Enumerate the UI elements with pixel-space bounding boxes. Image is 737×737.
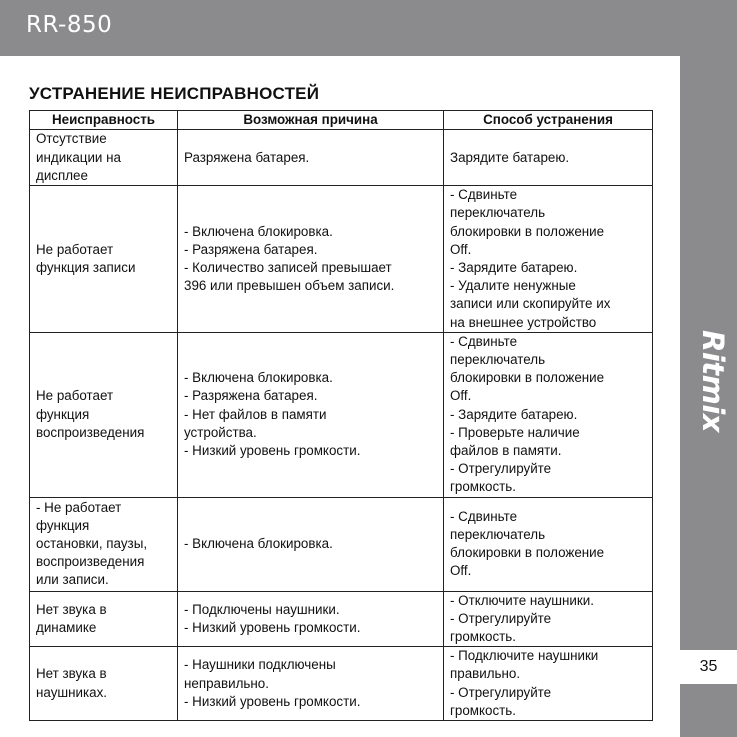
table-header-row bbox=[30, 111, 653, 130]
solution-line: блокировки в положение bbox=[450, 545, 605, 561]
solution-line: Зарядите батарею. bbox=[450, 149, 570, 165]
page-number: 35 bbox=[699, 658, 718, 675]
solution-line: - Удалите ненужные bbox=[450, 278, 576, 294]
brand-logo-text: Ritmix bbox=[696, 330, 730, 432]
cause-line: - Наушники подключены bbox=[184, 657, 336, 673]
cause-line: - Включена блокировка. bbox=[184, 223, 333, 239]
problem-line: воспроизведения bbox=[36, 424, 145, 440]
table-row bbox=[30, 497, 653, 591]
cell-solution bbox=[444, 186, 653, 333]
problem-line: динамике bbox=[36, 619, 97, 635]
solution-line: - Сдвиньте bbox=[450, 333, 518, 349]
solution-line: переключатель bbox=[450, 205, 546, 221]
cell-problem bbox=[30, 186, 178, 333]
solution-line: Off. bbox=[450, 563, 472, 579]
problem-line: функция записи bbox=[36, 260, 136, 276]
problem-line: функция bbox=[36, 517, 90, 533]
cell-solution bbox=[444, 497, 653, 591]
column-header-solution: Способ устранения bbox=[444, 111, 653, 130]
cell-solution bbox=[444, 591, 653, 647]
header-bar bbox=[0, 0, 737, 56]
solution-line: блокировки в положение bbox=[450, 370, 605, 386]
cell-cause bbox=[178, 647, 444, 721]
problem-line: - Не работает bbox=[36, 499, 122, 515]
cause-line: - Разряжена батарея. bbox=[184, 241, 318, 257]
solution-line: переключатель bbox=[450, 352, 546, 368]
solution-line: громкость. bbox=[450, 629, 516, 645]
cell-cause bbox=[178, 591, 444, 647]
cause-line: - Низкий уровень громкости. bbox=[184, 619, 361, 635]
solution-line: правильно. bbox=[450, 666, 521, 682]
cell-solution bbox=[444, 647, 653, 721]
cell-problem bbox=[30, 497, 178, 591]
column-header-cause: Возможная причина bbox=[178, 111, 444, 130]
cell-problem bbox=[30, 332, 178, 497]
cause-line: - Нет файлов в памяти bbox=[184, 406, 327, 422]
table-row bbox=[30, 332, 653, 497]
solution-line: Off. bbox=[450, 388, 472, 404]
problem-line: или записи. bbox=[36, 572, 109, 588]
cause-line: - Разряжена батарея. bbox=[184, 388, 318, 404]
column-header-problem: Неисправность bbox=[30, 111, 178, 130]
solution-line: громкость. bbox=[450, 702, 516, 718]
table-row bbox=[30, 647, 653, 721]
solution-line: громкость. bbox=[450, 479, 516, 495]
problem-line: индикации на bbox=[36, 149, 121, 165]
table-row bbox=[30, 186, 653, 333]
problem-line: функция bbox=[36, 406, 90, 422]
troubleshooting-table bbox=[29, 110, 653, 721]
cause-line: неправильно. bbox=[184, 675, 269, 691]
table-row bbox=[30, 130, 653, 186]
cell-cause bbox=[178, 130, 444, 186]
cause-line: - Низкий уровень громкости. bbox=[184, 693, 361, 709]
model-name: RR-850 bbox=[26, 12, 113, 38]
solution-line: - Отключите наушники. bbox=[450, 592, 594, 608]
cause-line: - Количество записей превышает bbox=[184, 260, 392, 276]
problem-line: Отсутствие bbox=[36, 131, 107, 147]
cell-solution bbox=[444, 130, 653, 186]
solution-line: - Отрегулируйте bbox=[450, 684, 552, 700]
solution-line: записи или скопируйте их bbox=[450, 296, 611, 312]
problem-line: Не работает bbox=[36, 241, 114, 257]
problem-line: остановки, паузы, bbox=[36, 536, 148, 552]
solution-line: Off. bbox=[450, 241, 472, 257]
cause-line: - Низкий уровень громкости. bbox=[184, 443, 361, 459]
solution-line: файлов в памяти. bbox=[450, 443, 562, 459]
cause-line: - Включена блокировка. bbox=[184, 370, 333, 386]
problem-line: дисплее bbox=[36, 167, 88, 183]
cause-line: 396 или превышен объем записи. bbox=[184, 278, 395, 294]
solution-line: - Зарядите батарею. bbox=[450, 260, 578, 276]
solution-line: - Сдвиньте bbox=[450, 508, 518, 524]
page-title: УСТРАНЕНИЕ НЕИСПРАВНОСТЕЙ bbox=[29, 84, 320, 103]
cause-line: - Подключены наушники. bbox=[184, 601, 340, 617]
cause-line: устройства. bbox=[184, 424, 257, 440]
solution-line: - Сдвиньте bbox=[450, 187, 518, 203]
cell-problem bbox=[30, 591, 178, 647]
problem-line: наушниках. bbox=[36, 684, 108, 700]
cell-cause bbox=[178, 332, 444, 497]
cell-solution bbox=[444, 332, 653, 497]
problem-line: Нет звука в bbox=[36, 601, 107, 617]
solution-line: - Зарядите батарею. bbox=[450, 406, 578, 422]
cell-cause bbox=[178, 186, 444, 333]
solution-line: - Отрегулируйте bbox=[450, 610, 552, 626]
cause-line: Разряжена батарея. bbox=[184, 149, 310, 165]
page-number-box bbox=[680, 650, 737, 684]
problem-line: Не работает bbox=[36, 388, 114, 404]
cause-line: - Включена блокировка. bbox=[184, 536, 333, 552]
cell-problem bbox=[30, 130, 178, 186]
problem-line: воспроизведения bbox=[36, 554, 145, 570]
solution-line: - Подключите наушники bbox=[450, 648, 599, 664]
cell-cause bbox=[178, 497, 444, 591]
solution-line: - Отрегулируйте bbox=[450, 461, 552, 477]
cell-problem bbox=[30, 647, 178, 721]
solution-line: - Проверьте наличие bbox=[450, 424, 580, 440]
solution-line: блокировки в положение bbox=[450, 223, 605, 239]
problem-line: Нет звука в bbox=[36, 666, 107, 682]
solution-line: на внешнее устройство bbox=[450, 314, 597, 330]
solution-line: переключатель bbox=[450, 526, 546, 542]
table-row bbox=[30, 591, 653, 647]
